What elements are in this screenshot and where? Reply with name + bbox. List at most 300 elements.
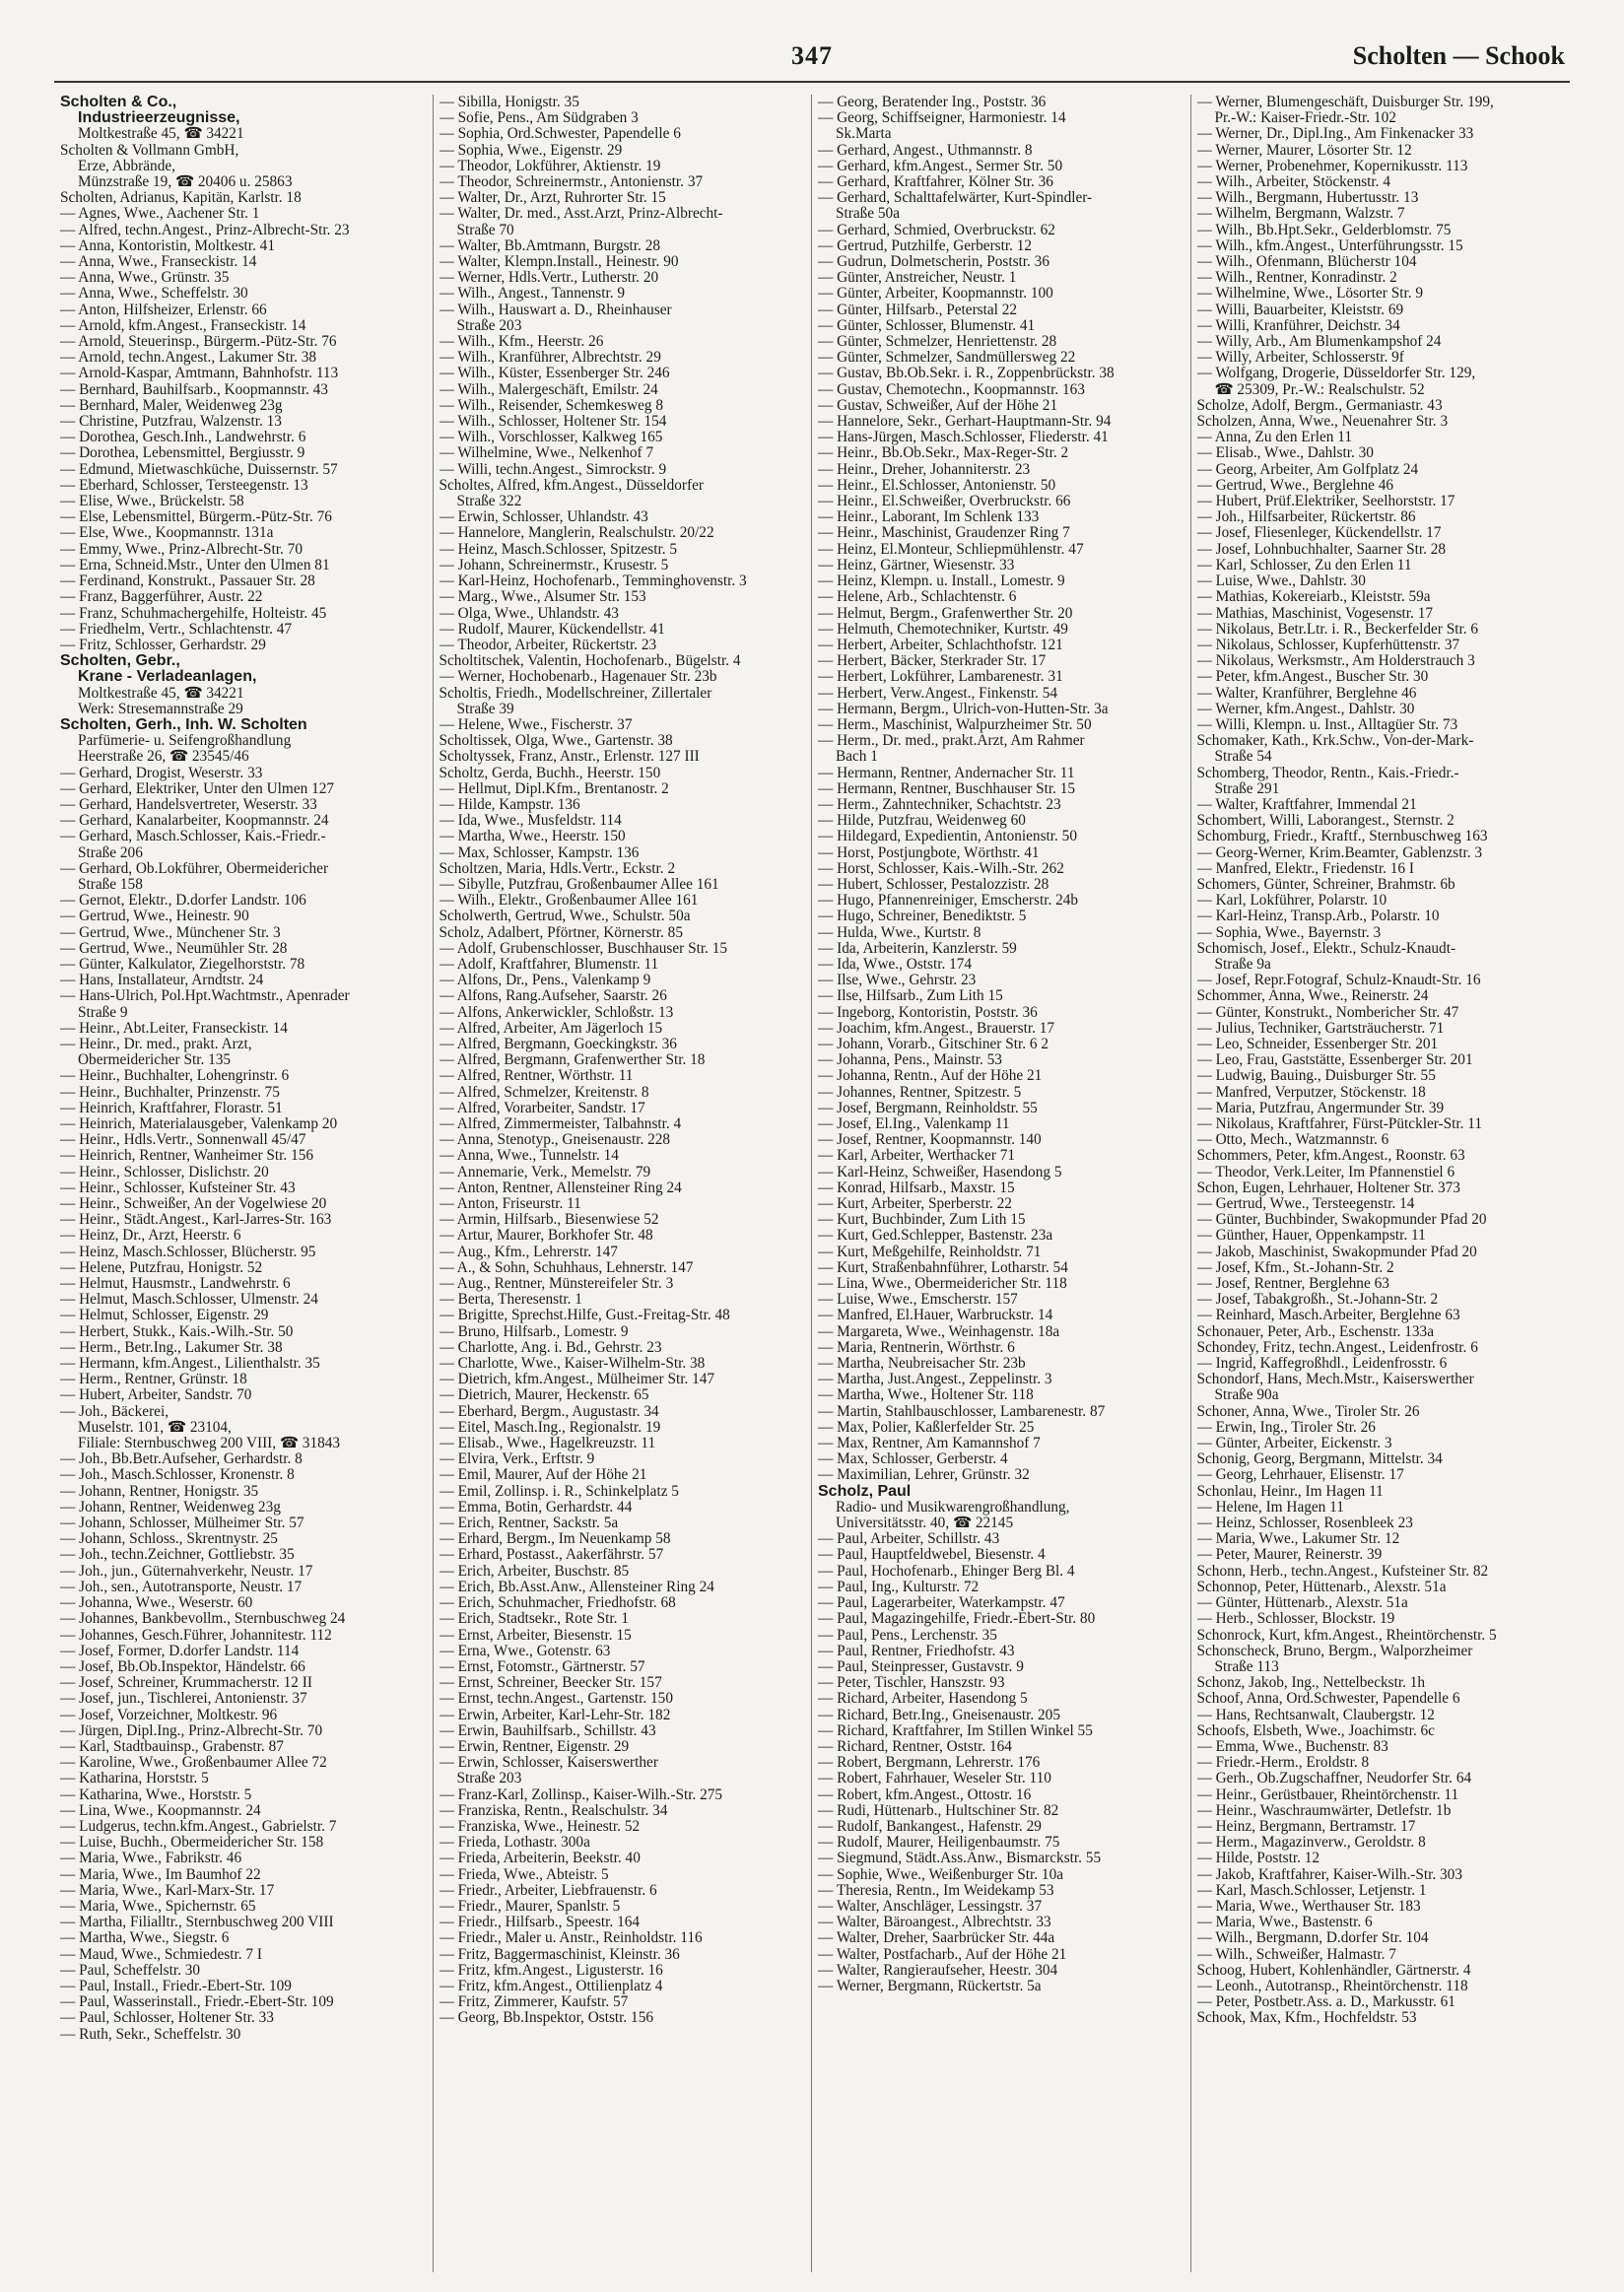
directory-entry: — Maria, Putzfrau, Angermunder Str. 39 [1196, 1100, 1445, 1116]
directory-entry: — Heinr., Buchhalter, Lohengrinstr. 6 [60, 1068, 290, 1085]
directory-entry: — Agnes, Wwe., Aachener Str. 1 [60, 206, 260, 223]
entry-continuation: Radio- und Musikwarengroßhandlung, [836, 1499, 1070, 1516]
directory-entry: — Herm., Dr. med., prakt.Arzt, Am Rahmer [818, 733, 1085, 750]
header-rule [54, 81, 1570, 83]
directory-entry: — Friedr., Hilfsarb., Speestr. 164 [439, 1915, 641, 1931]
directory-entry: Scholtes, Alfred, kfm.Angest., Düsseldorfer [439, 477, 704, 494]
directory-entry: — Joh., Bäckerei, [60, 1403, 169, 1420]
directory-entry: — Robert, Fahrhauer, Weseler Str. 110 [818, 1771, 1051, 1787]
directory-entry: — Wilh., Hauswart a. D., Rheinhauser [439, 302, 672, 318]
directory-entry: — Frieda, Arbeiterin, Beekstr. 40 [439, 1851, 641, 1867]
directory-entry: — Wilh., kfm.Angest., Unterführungsstr. 15 [1196, 237, 1463, 254]
directory-entry: — Günter, Arbeiter, Koopmannstr. 100 [818, 286, 1053, 303]
directory-entry: — Max, Schlosser, Gerberstr. 4 [818, 1451, 1008, 1468]
directory-entry: — Edmund, Mietwaschküche, Duissernstr. 57 [60, 461, 338, 478]
directory-entry: — Josef, Schreiner, Krummacherstr. 12 II [60, 1675, 312, 1692]
directory-entry: — Hilde, Poststr. 12 [1196, 1851, 1320, 1867]
directory-entry: — Heinz, Dr., Arzt, Heerstr. 6 [60, 1228, 241, 1245]
directory-entry: — Alfons, Dr., Pens., Valenkamp 9 [439, 973, 651, 989]
directory-entry: — Gustav, Schweißer, Auf der Höhe 21 [818, 397, 1058, 414]
directory-entry: — Erich, Rentner, Sackstr. 5a [439, 1516, 619, 1532]
entry-continuation: Straße 9 [78, 1004, 128, 1021]
directory-entry: — Katharina, Wwe., Horststr. 5 [60, 1786, 252, 1803]
directory-entry: — Max, Polier, Kaßlerfelder Str. 25 [818, 1419, 1035, 1436]
directory-entry: Schoner, Anna, Wwe., Tiroler Str. 26 [1196, 1403, 1420, 1420]
directory-entry: Scholtz, Gerda, Buchh., Heerstr. 150 [439, 765, 661, 781]
directory-entry: — Martha, Just.Angest., Zeppelinstr. 3 [818, 1372, 1052, 1388]
directory-entry: — Peter, Tischler, Hanszstr. 93 [818, 1675, 1005, 1692]
directory-entry: — Erwin, Arbeiter, Karl-Lehr-Str. 182 [439, 1707, 671, 1723]
directory-entry: — Gertrud, Wwe., Münchener Str. 3 [60, 924, 281, 941]
directory-entry: — Erhard, Bergm., Im Neuenkamp 58 [439, 1531, 671, 1548]
directory-column-4 [1191, 95, 1571, 2272]
directory-entry: — Ingrid, Kaffegroßhdl., Leidenfrosstr. 6 [1196, 1356, 1448, 1373]
directory-entry: — Lina, Wwe., Koopmannstr. 24 [60, 1802, 261, 1819]
directory-entry: — Luise, Buchh., Obermeidericher Str. 158 [60, 1835, 324, 1852]
directory-entry: Scholz, Paul [818, 1483, 912, 1500]
directory-entry: — Richard, Betr.Ing., Gneisenaustr. 205 [818, 1707, 1060, 1723]
directory-entry: — Leonh., Autotransp., Rheintörchenstr. 118 [1196, 1978, 1468, 1994]
directory-entry: — Karl, Stadtbauinsp., Grabenstr. 87 [60, 1738, 284, 1755]
entry-continuation: Pr.-W.: Kaiser-Friedr.-Str. 102 [1214, 110, 1396, 127]
directory-entry: — Max, Schlosser, Kampstr. 136 [439, 844, 640, 861]
directory-entry: — Gustav, Bb.Ob.Sekr. i. R., Zoppenbrückstr. 38 [818, 366, 1115, 382]
directory-entry: — Wilh., Elektr., Großenbaumer Allee 161 [439, 893, 699, 910]
directory-entry: — Anton, Rentner, Allensteiner Ring 24 [439, 1180, 682, 1196]
directory-entry: — Adolf, Grubenschlosser, Buschhauser Str. 15 [439, 940, 728, 957]
directory-entry: — Jürgen, Dipl.Ing., Prinz-Albrecht-Str. 70 [60, 1722, 323, 1739]
entry-continuation: Moltkestraße 45, ☎ 34221 [78, 126, 244, 143]
directory-entry: — Helmut, Schlosser, Eigenstr. 29 [60, 1308, 269, 1324]
directory-entry: — Heinz, Klempn. u. Install., Lomestr. 9 [818, 573, 1065, 590]
directory-entry: — Walter, Dr., Arzt, Ruhrorter Str. 15 [439, 190, 666, 207]
directory-entry: — Joh., Hilfsarbeiter, Rückertstr. 86 [1196, 509, 1416, 526]
directory-entry: — Karl, Schlosser, Zu den Erlen 11 [1196, 557, 1412, 573]
directory-entry: — Paul, Pens., Lerchenstr. 35 [818, 1627, 997, 1644]
directory-entry: — Anna, Wwe., Franseckistr. 14 [60, 254, 257, 271]
directory-entry: Schonig, Georg, Bergmann, Mittelstr. 34 [1196, 1451, 1443, 1468]
directory-entry: — Martha, Wwe., Heerstr. 150 [439, 829, 626, 845]
directory-entry: Scholten & Co., [60, 95, 177, 110]
directory-entry: — Walter, Dreher, Saarbrücker Str. 44a [818, 1930, 1055, 1947]
directory-entry: Schomers, Günter, Schreiner, Brahmstr. 6b [1196, 876, 1455, 893]
entry-continuation: Straße 54 [1214, 749, 1272, 766]
directory-entry: — Georg, Arbeiter, Am Golfplatz 24 [1196, 461, 1419, 478]
directory-entry: Scholten, Gebr., [60, 653, 180, 670]
directory-entry: — Hildegard, Expedientin, Antonienstr. 50 [818, 829, 1077, 845]
directory-entry: — Dorothea, Gesch.Inh., Landwehrstr. 6 [60, 430, 306, 446]
directory-entry: — Sophia, Ord.Schwester, Papendelle 6 [439, 126, 681, 143]
directory-entry: — Gerhard, Kraftfahrer, Kölner Str. 36 [818, 174, 1053, 191]
directory-entry: — Ludgerus, techn.kfm.Angest., Gabrielstr. 7 [60, 1818, 337, 1835]
directory-entry: — Walter, Klempn.Install., Heinestr. 90 [439, 254, 679, 271]
directory-entry: — Joh., techn.Zeichner, Gottliebstr. 35 [60, 1547, 295, 1564]
directory-entry: — Alfred, Arbeiter, Am Jägerloch 15 [439, 1020, 663, 1037]
directory-entry: — Herb., Schlosser, Blockstr. 19 [1196, 1611, 1395, 1628]
directory-entry: — Wilh., Ofenmann, Blücherstr 104 [1196, 254, 1417, 271]
directory-entry: — Wilh., Vorschlosser, Kalkweg 165 [439, 430, 663, 446]
directory-entry: — Gerhard, Kanalarbeiter, Koopmannstr. 24 [60, 813, 329, 830]
directory-entry: Scholzen, Anna, Wwe., Neuenahrer Str. 3 [1196, 414, 1449, 431]
directory-entry: — Fritz, Zimmerer, Kaufstr. 57 [439, 1994, 629, 2011]
directory-entry: — Gerhard, Handelsvertreter, Weserstr. 33 [60, 796, 317, 813]
directory-entry: — Bernhard, Maler, Weidenweg 23g [60, 397, 283, 414]
directory-entry: — Maria, Wwe., Karl-Marx-Str. 17 [60, 1882, 275, 1899]
directory-entry: — Wilh., Kfm., Heerstr. 26 [439, 334, 604, 351]
directory-entry: — Anton, Hilfsheizer, Erlenstr. 66 [60, 302, 267, 318]
directory-entry: — Johannes, Bankbevollm., Sternbuschweg 24 [60, 1611, 346, 1628]
directory-entry: — Ruth, Sekr., Scheffelstr. 30 [60, 2026, 241, 2043]
directory-entry: — Gertrud, Wwe., Tersteegenstr. 14 [1196, 1196, 1415, 1213]
directory-entry: — Jakob, Maschinist, Swakopmunder Pfad 20 [1196, 1244, 1477, 1260]
directory-entry: — Johann, Rentner, Weidenweg 23g [60, 1499, 281, 1516]
directory-entry: — Julius, Techniker, Gartsträucherstr. 71 [1196, 1020, 1445, 1037]
directory-entry: Scholten & Vollmann GmbH, [60, 142, 239, 159]
directory-entry: — Günter, Schlosser, Blumenstr. 41 [818, 317, 1036, 334]
directory-entry: — Helene, Wwe., Fischerstr. 37 [439, 716, 633, 733]
entry-continuation: Bach 1 [836, 749, 878, 766]
directory-entry: Scholten, Gerh., Inh. W. Scholten [60, 716, 307, 733]
directory-entry: — Paul, Wasserinstall., Friedr.-Ebert-Str. 109 [60, 1994, 334, 2011]
directory-entry: Schomisch, Josef., Elektr., Schulz-Knaudt- [1196, 940, 1456, 957]
directory-entry: — Elise, Wwe., Brückelstr. 58 [60, 494, 244, 510]
directory-entry: — Robert, Bergmann, Lehrerstr. 176 [818, 1755, 1041, 1772]
directory-entry: — Friedr., Maurer, Spanlstr. 5 [439, 1898, 621, 1915]
directory-entry: — Alfred, Zimmermeister, Talbahnstr. 4 [439, 1116, 682, 1132]
directory-entry: — Heinrich, Materialausgeber, Valenkamp 20 [60, 1116, 338, 1132]
directory-entry: Scholten, Adrianus, Kapitän, Karlstr. 18 [60, 190, 302, 207]
directory-entry: — Josef, Bergmann, Reinholdstr. 55 [818, 1100, 1038, 1116]
directory-entry: — Josef, Fliesenleger, Kückendellstr. 17 [1196, 525, 1442, 542]
directory-entry: — Otto, Mech., Watzmannstr. 6 [1196, 1132, 1389, 1149]
directory-entry: — Hans, Installateur, Arndtstr. 24 [60, 973, 264, 989]
directory-entry: — Emma, Wwe., Buchenstr. 83 [1196, 1738, 1388, 1755]
directory-entry: — Elisab., Wwe., Dahlstr. 30 [1196, 445, 1374, 462]
entry-continuation: Straße 203 [456, 1771, 522, 1787]
directory-entry: — Wilh., Bb.Hpt.Sekr., Gelderblomstr. 75 [1196, 222, 1452, 238]
directory-entry: — Johanna, Pens., Mainstr. 53 [818, 1052, 1002, 1069]
directory-entry: — Günter, Konstrukt., Nombericher Str. 47 [1196, 1004, 1459, 1021]
directory-entry: — Johann, Vorarb., Gitschiner Str. 6 2 [818, 1036, 1049, 1052]
directory-entry: — Ilse, Wwe., Gehrstr. 23 [818, 973, 977, 989]
directory-entry: — Rudi, Hüttenarb., Hultschiner Str. 82 [818, 1802, 1059, 1819]
directory-entry: — Herbert, Bäcker, Sterkrader Str. 17 [818, 653, 1047, 670]
entry-continuation: Filiale: Sternbuschweg 200 VIII, ☎ 31843 [78, 1436, 341, 1452]
directory-entry: — Günter, Kalkulator, Ziegelhorststr. 78 [60, 956, 305, 973]
directory-entry: — Herm., Zahntechniker, Schachtstr. 23 [818, 796, 1061, 813]
directory-entry: — Wilhelmine, Wwe., Lösorter Str. 9 [1196, 286, 1424, 303]
directory-entry: — Anna, Stenotyp., Gneisenaustr. 228 [439, 1132, 671, 1149]
directory-entry: — Erwin, Rentner, Eigenstr. 29 [439, 1738, 630, 1755]
directory-entry: — Heinrich, Kraftfahrer, Florastr. 51 [60, 1100, 283, 1116]
directory-entry: Scholwerth, Gertrud, Wwe., Schulstr. 50a [439, 909, 691, 925]
directory-entry: — Paul, Hauptfeldwebel, Biesenstr. 4 [818, 1547, 1046, 1564]
directory-entry: — Alfons, Rang.Aufseher, Saarstr. 26 [439, 988, 667, 1005]
directory-entry: — Richard, Kraftfahrer, Im Stillen Winkel 55 [818, 1722, 1093, 1739]
entry-continuation: Industrieerzeugnisse, [78, 110, 240, 127]
directory-entry: — Mathias, Kokereiarb., Kleiststr. 59a [1196, 589, 1431, 606]
directory-entry: — Hubert, Arbeiter, Sandstr. 70 [60, 1387, 252, 1404]
directory-entry: — Gerhard, Elektriker, Unter den Ulmen 127 [60, 780, 335, 797]
directory-entry: — Rudolf, Bankangest., Hafenstr. 29 [818, 1818, 1042, 1835]
directory-entry: — Walter, Dr. med., Asst.Arzt, Prinz-Albrecht- [439, 206, 723, 223]
directory-entry: — Günter, Arbeiter, Eickenstr. 3 [1196, 1436, 1392, 1452]
directory-entry: — Herm., Maschinist, Walpurzheimer Str. 50 [818, 716, 1092, 733]
directory-entry: — Gerh., Ob.Zugschaffner, Neudorfer Str. 64 [1196, 1771, 1472, 1787]
directory-entry: — Sofie, Pens., Am Südgraben 3 [439, 110, 639, 127]
directory-entry: Schondey, Fritz, techn.Angest., Leidenfrostr. 6 [1196, 1339, 1478, 1356]
directory-entry: — Charlotte, Wwe., Kaiser-Wilhelm-Str. 38 [439, 1356, 706, 1373]
directory-entry: — Konrad, Hilfsarb., Maxstr. 15 [818, 1180, 1015, 1196]
directory-entry: — Horst, Schlosser, Kais.-Wilh.-Str. 262 [818, 860, 1064, 877]
directory-entry: — Heinz, Schlosser, Rosenbleek 23 [1196, 1516, 1413, 1532]
directory-entry: — Hannelore, Manglerin, Realschulstr. 20/22 [439, 525, 714, 542]
directory-entry: — Günther, Hauer, Oppenkampstr. 11 [1196, 1228, 1426, 1245]
directory-entry: — Josef, Rentner, Berglehne 63 [1196, 1276, 1389, 1293]
directory-entry: — Paul, Scheffelstr. 30 [60, 1962, 201, 1979]
directory-entry: — Martha, Neubreisacher Str. 23b [818, 1356, 1026, 1373]
directory-entry: — Hellmut, Dipl.Kfm., Brentanostr. 2 [439, 780, 669, 797]
directory-entry: — Paul, Lagerarbeiter, Waterkampstr. 47 [818, 1595, 1065, 1612]
directory-entry: — Paul, Install., Friedr.-Ebert-Str. 109 [60, 1978, 292, 1994]
directory-entry: — Gustav, Chemotechn., Koopmannstr. 163 [818, 381, 1085, 398]
directory-entry: — Ernst, techn.Angest., Gartenstr. 150 [439, 1691, 673, 1708]
entry-continuation: Straße 70 [456, 222, 514, 238]
directory-entry: — Georg, Lehrhauer, Elisenstr. 17 [1196, 1467, 1404, 1484]
directory-entry: — Luise, Wwe., Dahlstr. 30 [1196, 573, 1366, 590]
directory-entry: — Emmy, Wwe., Prinz-Albrecht-Str. 70 [60, 541, 303, 558]
directory-entry: — Jakob, Kraftfahrer, Kaiser-Wilh.-Str. 303 [1196, 1866, 1462, 1883]
directory-entry: — A., & Sohn, Schuhhaus, Lehnerstr. 147 [439, 1259, 694, 1276]
directory-entry: — Theresia, Rentn., Im Weidekamp 53 [818, 1882, 1054, 1899]
directory-entry: — Herbert, Verw.Angest., Finkenstr. 54 [818, 685, 1058, 702]
directory-entry: — Gerhard, kfm.Angest., Sermer Str. 50 [818, 158, 1063, 174]
directory-entry: Schomaker, Kath., Krk.Schw., Von-der-Mark- [1196, 733, 1474, 750]
directory-entry: — Else, Wwe., Koopmannstr. 131a [60, 525, 274, 542]
directory-entry: — Heinz, Bergmann, Bertramstr. 17 [1196, 1818, 1416, 1835]
directory-entry: — Erwin, Bauhilfsarb., Schillstr. 43 [439, 1722, 656, 1739]
directory-entry: — Walter, Rangieraufseher, Heestr. 304 [818, 1962, 1058, 1979]
directory-entry: Scholtyssek, Franz, Anstr., Erlenstr. 127 III [439, 749, 700, 766]
directory-entry: — Eberhard, Schlosser, Tersteegenstr. 13 [60, 477, 308, 494]
running-head: Scholten — Schook [1352, 41, 1565, 70]
directory-entry: — Arnold, Steuerinsp., Bürgerm.-Pütz-Str. 76 [60, 334, 337, 351]
directory-entry: — Joachim, kfm.Angest., Brauerstr. 17 [818, 1020, 1055, 1037]
directory-entry: — Christine, Putzfrau, Walzenstr. 13 [60, 414, 282, 431]
entry-continuation: Parfümerie- u. Seifengroßhandlung [78, 733, 292, 750]
directory-entry: — Eberhard, Bergm., Augustastr. 34 [439, 1403, 659, 1420]
directory-entry: — Maria, Rentnerin, Wörthstr. 6 [818, 1339, 1015, 1356]
directory-entry: — Wilhelm, Bergmann, Walzstr. 7 [1196, 206, 1405, 223]
directory-entry: Schonscheck, Bruno, Bergm., Walporzheimer [1196, 1643, 1473, 1659]
directory-entry: — Lina, Wwe., Obermeidericher Str. 118 [818, 1276, 1067, 1293]
directory-entry: — Hilde, Putzfrau, Weidenweg 60 [818, 813, 1026, 830]
directory-entry: — Nikolaus, Werksmstr., Am Holderstrauch 3 [1196, 653, 1475, 670]
directory-entry: — Anna, Wwe., Tunnelstr. 14 [439, 1148, 619, 1165]
directory-entry: — Erna, Schneid.Mstr., Unter den Ulmen 81 [60, 557, 330, 573]
directory-entry: — Karl, Arbeiter, Werthacker 71 [818, 1148, 1016, 1165]
directory-entry: — Hans-Jürgen, Masch.Schlosser, Fliederstr. 41 [818, 430, 1109, 446]
directory-entry: — Hans, Rechtsanwalt, Claubergstr. 12 [1196, 1707, 1435, 1723]
directory-entry: — Maria, Wwe., Fabrikstr. 46 [60, 1851, 242, 1867]
directory-entry: — Alfred, Schmelzer, Kreitenstr. 8 [439, 1084, 649, 1101]
directory-entry: — Robert, kfm.Angest., Ottostr. 16 [818, 1786, 1032, 1803]
directory-entry: — Erwin, Ing., Tiroler Str. 26 [1196, 1419, 1376, 1436]
directory-entry: Schonz, Jakob, Ing., Nettelbeckstr. 1h [1196, 1675, 1426, 1692]
directory-entry: — Friedr., Maler u. Anstr., Reinholdstr. 116 [439, 1930, 703, 1947]
directory-entry: — Maria, Wwe., Im Baumhof 22 [60, 1866, 261, 1883]
entry-continuation: Universitätsstr. 40, ☎ 22145 [836, 1516, 1014, 1532]
directory-entry: — Walter, Kraftfahrer, Immendal 21 [1196, 796, 1417, 813]
entry-continuation: Sk.Marta [836, 126, 892, 143]
directory-entry: — Anna, Wwe., Grünstr. 35 [60, 270, 230, 287]
directory-entry: — Karl-Heinz, Schweißer, Hasendong 5 [818, 1164, 1062, 1180]
directory-entry: — Hermann, Rentner, Andernacher Str. 11 [818, 765, 1075, 781]
directory-entry: — Herm., Magazinverw., Geroldstr. 8 [1196, 1835, 1426, 1852]
directory-entry: — Helene, Arb., Schlachtenstr. 6 [818, 589, 1017, 606]
directory-entry: — Alfred, Rentner, Wörthstr. 11 [439, 1068, 634, 1085]
entry-continuation: Straße 322 [456, 494, 522, 510]
directory-entry: — Theodor, Verk.Leiter, Im Pfannenstiel 6 [1196, 1164, 1455, 1180]
directory-entry: — Bruno, Hilfsarb., Lomestr. 9 [439, 1323, 629, 1340]
directory-entry: — Erwin, Schlosser, Kaiserswerther [439, 1755, 658, 1772]
directory-entry: — Martha, Wwe., Siegstr. 6 [60, 1930, 230, 1947]
directory-entry: — Nikolaus, Betr.Ltr. i. R., Beckerfelder Str. 6 [1196, 621, 1478, 638]
directory-entry: — Kurt, Ged.Schlepper, Bastenstr. 23a [818, 1228, 1053, 1245]
directory-entry: — Franz, Baggerführer, Austr. 22 [60, 589, 263, 606]
directory-entry: — Wilh., Kranführer, Albrechtstr. 29 [439, 350, 661, 367]
directory-entry: — Dietrich, Maurer, Heckenstr. 65 [439, 1387, 649, 1404]
directory-entry: — Sophia, Wwe., Bayernstr. 3 [1196, 924, 1382, 941]
directory-entry: — Leo, Schneider, Essenberger Str. 201 [1196, 1036, 1439, 1052]
directory-entry: — Hubert, Prüf.Elektriker, Seelhorststr. 17 [1196, 494, 1455, 510]
directory-entry: — Aug., Rentner, Münstereifeler Str. 3 [439, 1276, 674, 1293]
directory-entry: — Joh., jun., Güternahverkehr, Neustr. 17 [60, 1563, 313, 1580]
directory-entry: — Johannes, Gesch.Führer, Johannitestr. 112 [60, 1627, 332, 1644]
directory-entry: — Hermann, Bergm., Ulrich-von-Hutten-Str. 3a [818, 701, 1109, 717]
entry-continuation: Straße 90a [1214, 1387, 1279, 1404]
entry-continuation: Erze, Abbrände, [78, 158, 175, 174]
directory-entry: — Maximilian, Lehrer, Grünstr. 32 [818, 1467, 1030, 1484]
directory-entry: — Erich, Arbeiter, Buschstr. 85 [439, 1563, 630, 1580]
directory-entry: — Max, Rentner, Am Kamannshof 7 [818, 1436, 1041, 1452]
directory-entry: Schondorf, Hans, Mech.Mstr., Kaiserswerther [1196, 1372, 1474, 1388]
directory-entry: — Dorothea, Lebensmittel, Bergiusstr. 9 [60, 445, 305, 462]
directory-entry: — Friedhelm, Vertr., Schlachtenstr. 47 [60, 621, 293, 638]
directory-entry: — Josef, jun., Tischlerei, Antonienstr. 37 [60, 1691, 307, 1708]
directory-entry: — Maria, Wwe., Bastenstr. 6 [1196, 1915, 1373, 1931]
directory-entry: — Ilse, Hilfsarb., Zum Lith 15 [818, 988, 1003, 1005]
directory-entry: — Wilh., Bergmann, Hubertusstr. 13 [1196, 190, 1419, 207]
directory-entry: — Anna, Wwe., Scheffelstr. 30 [60, 286, 248, 303]
directory-entry: — Paul, Arbeiter, Schillstr. 43 [818, 1531, 1000, 1548]
directory-entry: — Gerhard, Ob.Lokführer, Obermeidericher [60, 860, 329, 877]
directory-entry: Schomburg, Friedr., Kraftf., Sternbuschweg 163 [1196, 829, 1488, 845]
directory-entry: — Josef, Repr.Fotograf, Schulz-Knaudt-Str. 16 [1196, 973, 1481, 989]
directory-entry: — Siegmund, Städt.Ass.Anw., Bismarckstr. 55 [818, 1851, 1102, 1867]
directory-entry: — Heinr., Schlosser, Kufsteiner Str. 43 [60, 1180, 296, 1196]
directory-entry: — Heinz, Masch.Schlosser, Spitzestr. 5 [439, 541, 678, 558]
directory-entry: — Heinr., El.Schlosser, Antonienstr. 50 [818, 477, 1056, 494]
directory-entry: — Anna, Zu den Erlen 11 [1196, 430, 1352, 446]
directory-entry: — Hugo, Schreiner, Benediktstr. 5 [818, 909, 1027, 925]
directory-entry: — Heinr., Hdls.Vertr., Sonnenwall 45/47 [60, 1132, 306, 1149]
directory-entry: — Wilh., Bergmann, D.dorfer Str. 104 [1196, 1930, 1429, 1947]
directory-entry: — Friedr., Arbeiter, Liebfrauenstr. 6 [439, 1882, 657, 1899]
directory-entry: — Wilh., Arbeiter, Stöckenstr. 4 [1196, 174, 1390, 191]
directory-entry: Schommers, Peter, kfm.Angest., Roonstr. 63 [1196, 1148, 1465, 1165]
directory-entry: — Anton, Friseurstr. 11 [439, 1196, 581, 1213]
directory-entry: — Werner, Bergmann, Rückertstr. 5a [818, 1978, 1042, 1994]
entry-continuation: Straße 9a [1214, 956, 1271, 973]
directory-entry: — Ludwig, Bauing., Duisburger Str. 55 [1196, 1068, 1436, 1085]
directory-entry: — Brigitte, Sprechst.Hilfe, Gust.-Freitag-Str. 48 [439, 1308, 730, 1324]
directory-entry: — Fritz, kfm.Angest., Ligusterstr. 16 [439, 1962, 663, 1979]
directory-entry: — Franz-Karl, Zollinsp., Kaiser-Wilh.-Str. 275 [439, 1786, 723, 1803]
directory-entry: — Willi, Bauarbeiter, Kleiststr. 69 [1196, 302, 1404, 318]
entry-continuation: Straße 113 [1214, 1658, 1279, 1675]
directory-entry: — Richard, Arbeiter, Hasendong 5 [818, 1691, 1028, 1708]
directory-entry: — Walter, Bb.Amtmann, Burgstr. 28 [439, 237, 660, 254]
directory-entry: — Hugo, Pfannenreiniger, Emscherstr. 24b [818, 893, 1079, 910]
page-number: 347 [791, 41, 833, 70]
directory-entry: — Walter, Anschläger, Lessingstr. 37 [818, 1898, 1043, 1915]
directory-entry: Scholtzen, Maria, Hdls.Vertr., Eckstr. 2 [439, 860, 676, 877]
directory-entry: Schonnop, Peter, Hüttenarb., Alexstr. 51a [1196, 1579, 1447, 1595]
directory-entry: — Heinr., Abt.Leiter, Franseckistr. 14 [60, 1020, 288, 1037]
directory-entry: — Leo, Frau, Gaststätte, Essenberger Str. 201 [1196, 1052, 1473, 1069]
directory-entry: — Elvira, Verk., Erftstr. 9 [439, 1451, 595, 1468]
entry-continuation: Muselstr. 101, ☎ 23104, [78, 1419, 232, 1436]
directory-entry: — Walter, Kranführer, Berglehne 46 [1196, 685, 1417, 702]
directory-entry: — Heinr., Schlosser, Dislichstr. 20 [60, 1164, 269, 1180]
directory-entry: Schombert, Willi, Laborangest., Sternstr. 2 [1196, 813, 1455, 830]
directory-entry: — Herbert, Lokführer, Lambarenestr. 31 [818, 669, 1063, 686]
directory-entry: — Franziska, Rentn., Realschulstr. 34 [439, 1802, 668, 1819]
directory-entry: — Willy, Arb., Am Blumenkampshof 24 [1196, 334, 1442, 351]
directory-entry: — Josef, Rentner, Koopmannstr. 140 [818, 1132, 1042, 1149]
directory-entry: — Gertrud, Wwe., Berglehne 46 [1196, 477, 1394, 494]
directory-entry: — Gerhard, Drogist, Weserstr. 33 [60, 765, 263, 781]
directory-entry: — Willi, techn.Angest., Simrockstr. 9 [439, 461, 667, 478]
directory-entry: — Gerhard, Angest., Uthmannstr. 8 [818, 142, 1033, 159]
directory-entry: — Günter, Anstreicher, Neustr. 1 [818, 270, 1017, 287]
directory-entry: — Frieda, Wwe., Abteistr. 5 [439, 1866, 609, 1883]
directory-entry: — Johanna, Wwe., Weserstr. 60 [60, 1595, 253, 1612]
directory-entry: Schonauer, Peter, Arb., Eschenstr. 133a [1196, 1323, 1434, 1340]
directory-entry: — Margareta, Wwe., Weinhagenstr. 18a [818, 1323, 1060, 1340]
directory-entry: — Erhard, Postasst., Aakerfährstr. 57 [439, 1547, 664, 1564]
directory-entry: — Hans-Ulrich, Pol.Hpt.Wachtmstr., Apenrader [60, 988, 350, 1005]
directory-entry: — Josef, Bb.Ob.Inspektor, Händelstr. 66 [60, 1658, 305, 1675]
directory-entry: — Paul, Hochofenarb., Ehinger Berg Bl. 4 [818, 1563, 1075, 1580]
directory-entry: — Josef, Tabakgroßh., St.-Johann-Str. 2 [1196, 1292, 1439, 1309]
directory-entry: — Arnold, techn.Angest., Lakumer Str. 38 [60, 350, 317, 367]
directory-entry: — Peter, Postbetr.Ass. a. D., Markusstr. 61 [1196, 1994, 1455, 2011]
directory-entry: — Sibylle, Putzfrau, Großenbaumer Allee 161 [439, 876, 719, 893]
directory-entry: — Horst, Postjungbote, Wörthstr. 41 [818, 844, 1040, 861]
directory-entry: — Hermann, kfm.Angest., Lilienthalstr. 35 [60, 1356, 320, 1373]
directory-entry: — Werner, Blumengeschäft, Duisburger Str. 199, [1196, 95, 1494, 110]
directory-entry: — Herm., Betr.Ing., Lakumer Str. 38 [60, 1339, 283, 1356]
directory-entry: — Josef, El.Ing., Valenkamp 11 [818, 1116, 1010, 1132]
entry-continuation: Münzstraße 19, ☎ 20406 u. 25863 [78, 174, 293, 191]
directory-entry: — Georg, Bb.Inspektor, Oststr. 156 [439, 2010, 654, 2027]
directory-entry: Scholze, Adolf, Bergm., Germaniastr. 43 [1196, 397, 1443, 414]
directory-entry: — Gudrun, Dolmetscherin, Poststr. 36 [818, 254, 1049, 271]
directory-entry: — Heinr., Bb.Ob.Sekr., Max-Reger-Str. 2 [818, 445, 1069, 462]
directory-entry: — Josef, Vorzeichner, Moltkestr. 96 [60, 1707, 278, 1723]
